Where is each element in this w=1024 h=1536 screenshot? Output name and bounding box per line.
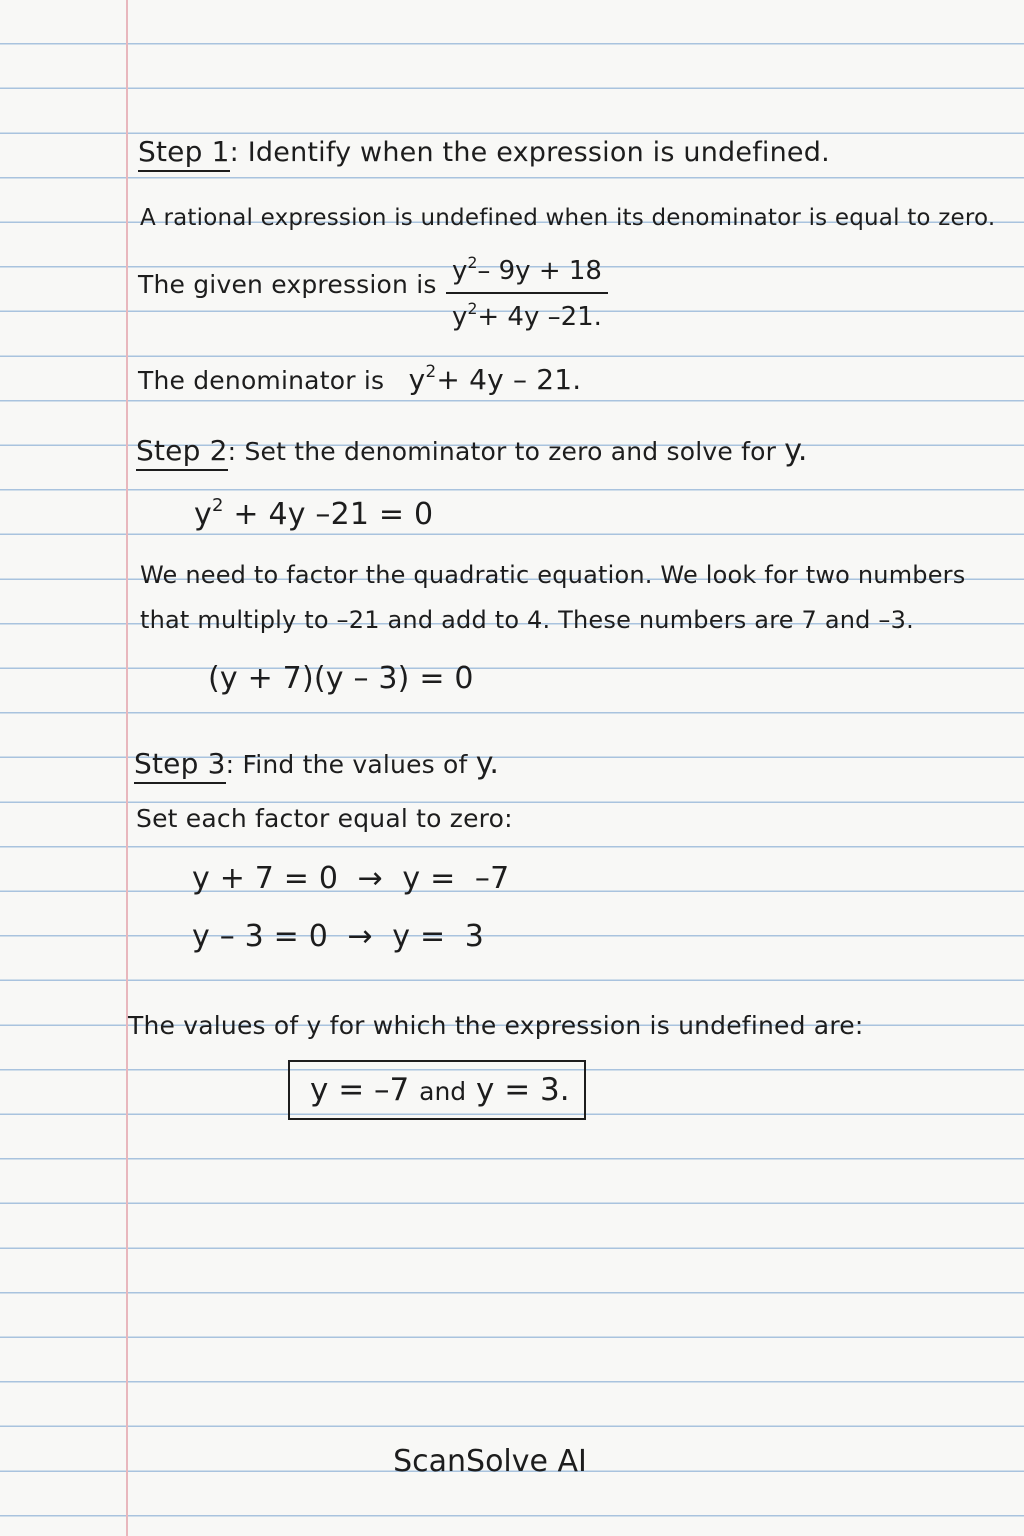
step1-definition: A rational expression is undefined when its denominator is equal to zero.: [140, 205, 996, 231]
step2-label: Step 2: [136, 434, 228, 471]
step1-heading: [138, 135, 830, 168]
given-expression-label: The given expression is: [138, 270, 437, 299]
quadratic-equation: $y^2 + 4y$ –21 = 0: [194, 495, 434, 532]
fraction-denominator: $y^2+ 4y$ –21.: [452, 300, 602, 332]
solution-equation-2: y – 3 = 0 → y = 3: [192, 919, 485, 954]
factor-explanation-line2: that multiply to –21 and add to 4. These numbers are 7 and –3.: [140, 606, 914, 634]
denominator-expression: $y^2+ 4y - 21$.: [408, 361, 582, 396]
step1-heading-text: : Identify when the expression is undefined.: [229, 137, 830, 168]
footer-brand: ScanSolve AI: [393, 1444, 587, 1479]
step3-heading: [134, 746, 500, 781]
conclusion-statement: The values of y for which the expression is undefined are:: [128, 1011, 864, 1040]
notebook-margin-line: [126, 0, 128, 1536]
step3-heading-variable: y.: [475, 746, 500, 781]
step2-heading-variable: y.: [784, 433, 808, 468]
step2-heading-text: : Set the denominator to zero and solve for: [227, 437, 777, 466]
set-factors-instruction: Set each factor equal to zero:: [136, 804, 513, 833]
final-answer: y = –7 and y = 3.: [310, 1072, 570, 1108]
step1-label: Step 1: [138, 135, 230, 172]
denominator-statement: The denominator is $y^2+ 4y - 21$.: [138, 361, 582, 396]
rational-expression-fraction: [446, 256, 608, 332]
step3-heading-text: : Find the values of: [225, 750, 468, 779]
factor-explanation-line1: We need to factor the quadratic equation. We look for two numbers: [140, 561, 966, 589]
solution-equation-1: y + 7 = 0 → y = –7: [192, 861, 510, 896]
step2-heading: [136, 433, 808, 468]
factored-equation: (y + 7)(y – 3) = 0: [208, 661, 474, 696]
step3-label: Step 3: [134, 747, 226, 784]
fraction-numerator: $y^2-$ 9y + 18: [446, 256, 608, 294]
